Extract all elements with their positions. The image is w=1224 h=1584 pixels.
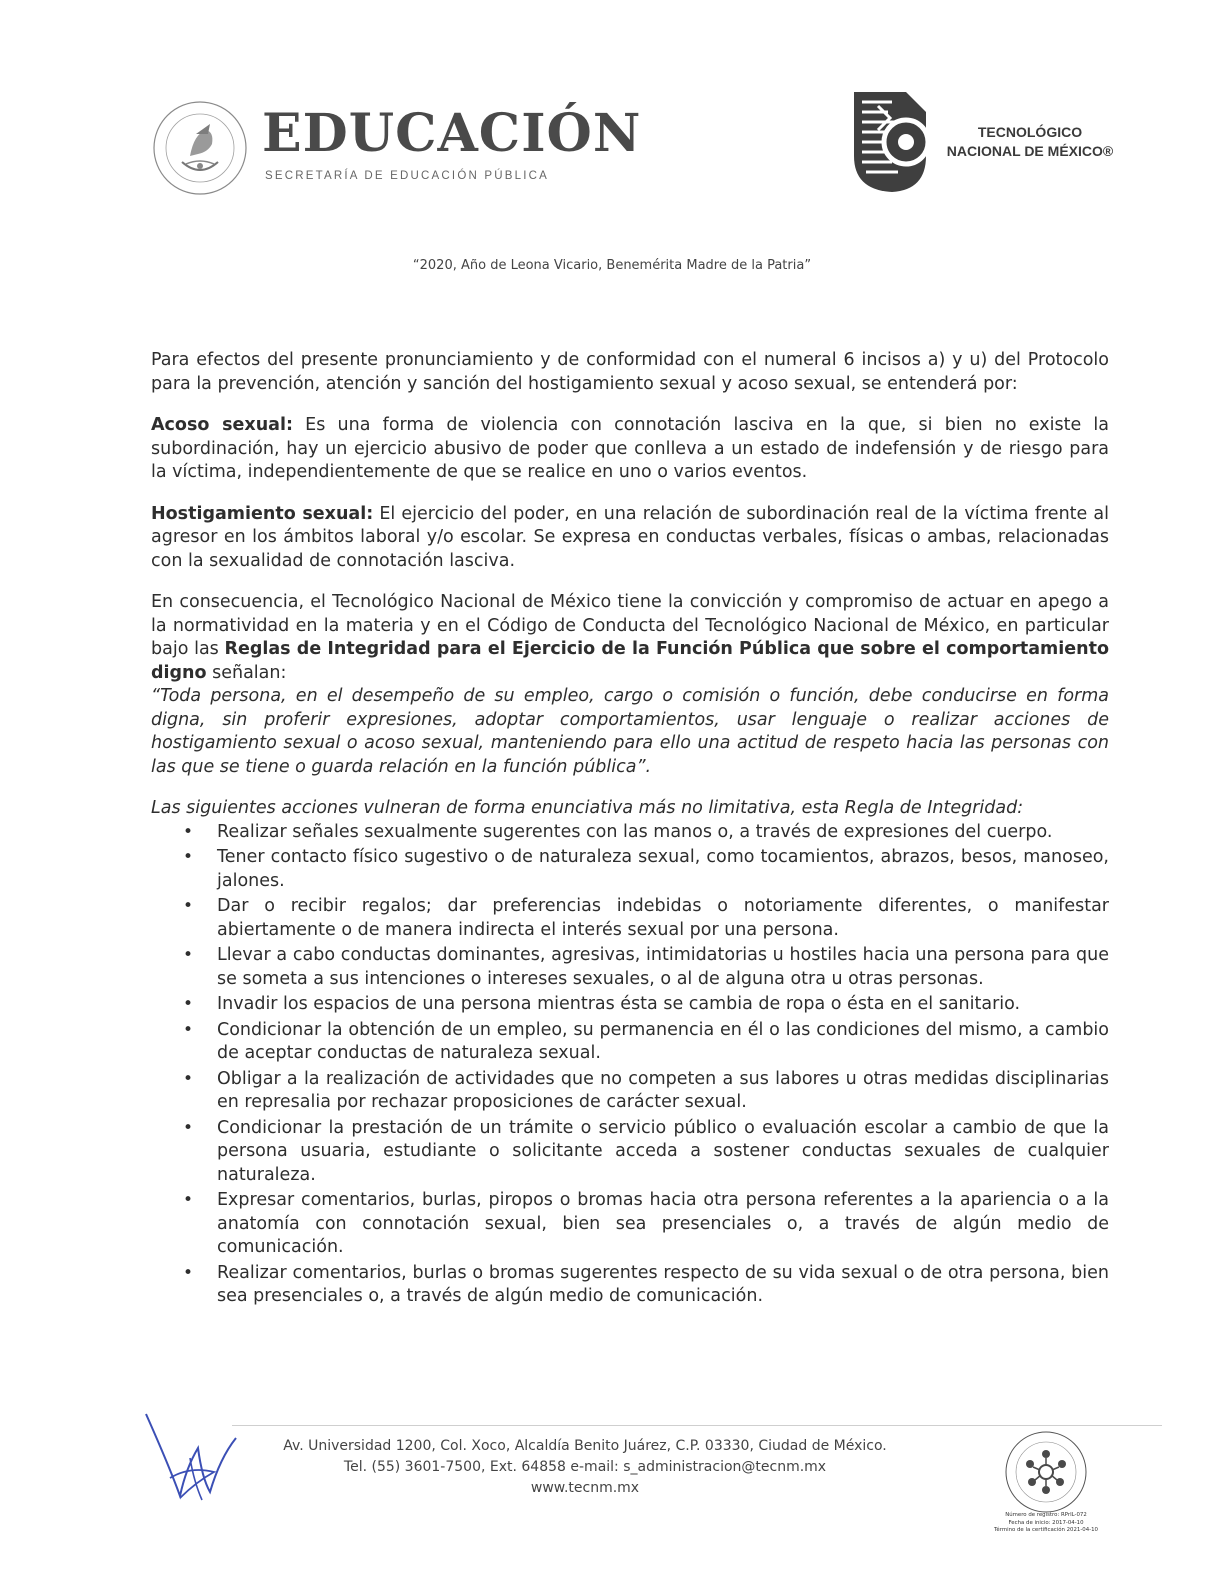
list-item: • Invadir los espacios de una persona mientras ésta se cambia de ropa o ésta en el sanitario. [217,993,1109,1017]
list-item: • Llevar a cabo conductas dominantes, agresivas, intimidatorias u hostiles hacia una persona para que se someta a sus intenciones o intereses sexuales, o al de alguna otra u otras personas. [217,944,1109,991]
list-item: • Realizar señales sexualmente sugerentes con las manos o, a través de expresiones del cuerpo. [217,821,1109,845]
cert-registration: Número de registro: RPrIL-072 [1005,1512,1087,1518]
list-item: • Realizar comentarios, burlas o bromas sugerentes respecto de su vida sexual o de otra persona, bien sea presenciales o, a través de algún medio de comunicación. [217,1262,1109,1309]
violating-actions-list [151,821,1109,1309]
reglas-integridad-bold: Reglas de Integridad para el Ejercicio de la Función Pública que sobre el comportamiento digno [151,639,1110,683]
certification-details [968,1512,1124,1535]
year-motto: “2020, Año de Leona Vicario, Benemérita Madre de la Patria” [412,258,812,273]
list-item: • Dar o recibir regalos; dar preferencias indebidas o notoriamente diferentes, o manifestar abiertamente o de manera indirecta el interés sexual por una persona. [217,895,1109,942]
signature-mark [140,1408,240,1504]
consecuencia-paragraph [151,591,1109,685]
list-intro: Las siguientes acciones vulneran de forma enunciativa más no limitativa, esta Regla de Integridad: [151,798,1024,818]
tecnm-name-line1: TECNOLÓGICO [977,124,1083,140]
footer-divider [232,1425,1162,1426]
footer-website[interactable]: www.tecnm.mx [530,1480,640,1496]
hostigamiento-definition-text: El ejercicio del poder, en una relación de subordinación real de la víctima frente al agresor en los ámbitos laboral y/o escolar. Se expresa en conductas verbales, físicas o ambas, relacionadas con la sexualidad de connotación lasciva. [151,503,1109,571]
consecuencia-text-start: En consecuencia, el Tecnológico Nacional de México tiene la convicción y compromiso de actuar en apego a la normatividad en la materia y en el Código de Conducta del Tecnológico Nacional de México, en particular bajo las [151,592,1109,659]
list-item: • Condicionar la prestación de un trámite o servicio público o evaluación escolar a cambio de que la persona usuaria, estudiante o solicitante acceda a sostener conductas sexuales de cualquier naturaleza. [217,1117,1109,1188]
document-body [151,349,1109,1311]
equality-certification-seal [1004,1430,1088,1514]
footer-contact-block [240,1436,930,1499]
acoso-definition-text: Es una forma de violencia con connotación lasciva en la que, si bien no existe la subordinación, hay un ejercicio abusivo de poder que conlleva a un estado de indefensión y de riesgo para la víctima, independientemente de que se realice en uno o varios eventos. [151,415,1110,482]
list-item: • Expresar comentarios, burlas, piropos o bromas hacia otra persona referentes a la apariencia o a la anatomía con connotación sexual, bien sea presenciales o, a través de algún medio de comunicación. [217,1189,1109,1260]
intro-paragraph: Para efectos del presente pronunciamiento y de conformidad con el numeral 6 incisos a) y u) del Protocolo para la prevención, atención y sanción del hostigamiento sexual y acoso sexual, se entenderá por: [151,350,1109,394]
acoso-definition [151,414,1109,485]
acoso-term: Acoso sexual: [151,415,293,435]
footer-contact: Tel. (55) 3601-7500, Ext. 64858 e-mail: s_administracion@tecnm.mx [343,1459,827,1475]
integrity-quote: “Toda persona, en el desempeño de su empleo, cargo o comisión o función, debe conducirse en forma digna, sin proferir expresiones, adoptar comportamientos, usar lenguaje o realizar acciones de hostigamiento sexual o acoso sexual, manteniendo para ello una actitud de respeto hacia las personas con las que se tiene o guarda relación en la función pública”. [151,686,1109,777]
hostigamiento-definition [151,503,1109,574]
coat-of-arms-seal [152,100,248,196]
cert-start-date: Fecha de inicio: 2017-04-10 [1008,1519,1084,1526]
sep-subtitle: SECRETARÍA DE EDUCACIÓN PÚBLICA [265,170,549,182]
tecnm-name [940,123,1120,161]
tecnm-logo [848,86,932,196]
list-item: • Condicionar la obtención de un empleo, su permanencia en él o las condiciones del mismo, a cambio de aceptar conductas de naturaleza sexual. [217,1019,1109,1066]
educacion-logo-text: EDUCACIÓN [262,103,642,164]
list-item: • Obligar a la realización de actividades que no competen a sus labores u otras medidas disciplinarias en represalia por rechazar proposiciones de carácter sexual. [217,1068,1109,1115]
footer-address: Av. Universidad 1200, Col. Xoco, Alcaldía Benito Juárez, C.P. 03330, Ciudad de México. [283,1438,887,1454]
cert-end-date: Término de la certificación 2021-04-10 [994,1527,1098,1534]
tecnm-name-line2: NACIONAL DE MÉXICO® [946,143,1114,159]
consecuencia-text-end: señalan: [206,662,287,683]
hostigamiento-term: Hostigamiento sexual: [151,503,374,524]
list-item: • Tener contacto físico sugestivo o de naturaleza sexual, como tocamientos, abrazos, besos, manoseo, jalones. [217,846,1109,893]
